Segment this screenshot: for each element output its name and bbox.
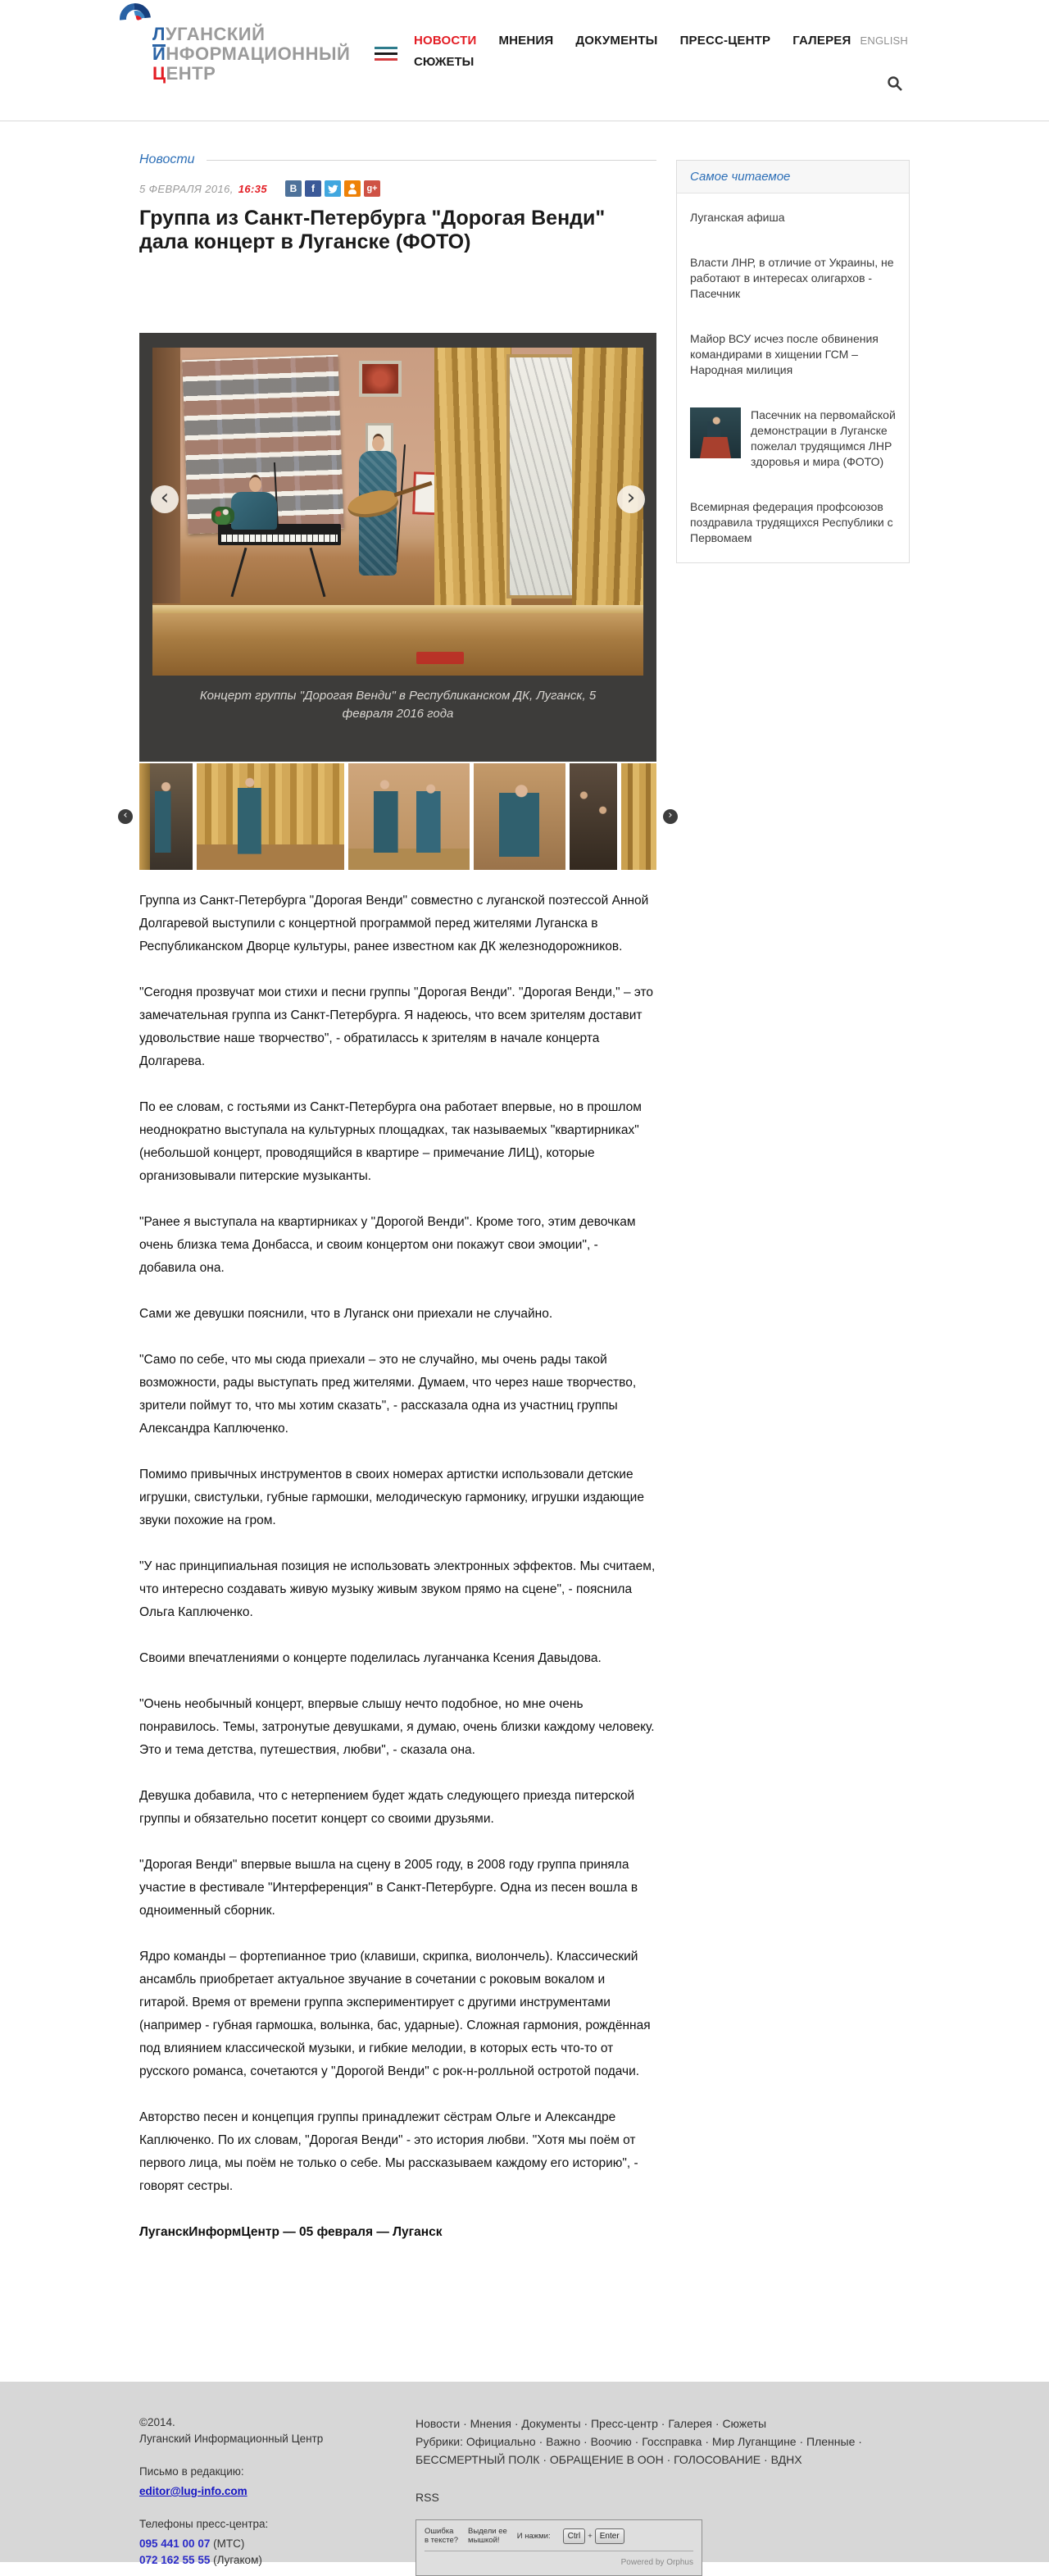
- footer-phone-mts[interactable]: 095 441 00 07: [139, 2537, 211, 2550]
- footer-phones-label: Телефоны пресс-центра:: [139, 2518, 269, 2530]
- paragraph: "У нас принципиальная позиция не использовать электронных эффектов. Мы считаем, что интересно создавать живую музыку живым звуком прямо на сцене", - пояснила Ольга Каплюченко.: [139, 1559, 656, 1619]
- share-facebook-icon[interactable]: f: [305, 180, 321, 197]
- nav-item-press-center[interactable]: ПРЕСС-ЦЕНТР: [679, 34, 771, 48]
- most-read-item[interactable]: Луганская афиша: [690, 211, 785, 224]
- paragraph: "Само по себе, что мы сюда приехали – это не случайно, мы очень рады такой возможности, рады выступать пред жителями. Думаем, что через наше творчество, зрители поймут то, что мы хотим сказать", - рассказала одна из участниц группы Александра Каплюченко.: [139, 1353, 637, 1436]
- most-read-item[interactable]: Всемирная федерация профсоюзов поздравила трудящихся Республики с Первомаем: [690, 500, 893, 544]
- article-title: Группа из Санкт-Петербурга "Дорогая Венди" дала концерт в Луганске (ФОТО): [139, 207, 606, 253]
- share-twitter-icon[interactable]: [325, 180, 341, 197]
- article-signature: ЛуганскИнформЦентр — 05 февраля — Луганск: [139, 2225, 443, 2239]
- ctrl-keycap: Ctrl: [563, 2528, 586, 2544]
- footer-email-link[interactable]: editor@lug-info.com: [139, 2485, 247, 2497]
- paragraph: По ее словам, с гостьями из Санкт-Петербурга она работает впервые, но в прошлом неоднократно выступала на культурных площадках, так называемых "квартирниках" (небольшой концерт, проводящийся в квартире – примечание ЛИЦ), которые организовывали питерские музыканты.: [139, 1100, 642, 1183]
- nav-item-gallery[interactable]: ГАЛЕРЕЯ: [792, 34, 851, 48]
- orphus-plus: +: [588, 2531, 593, 2541]
- orphus-text: Ошибка в тексте?: [425, 2527, 459, 2545]
- share-buttons: [285, 180, 384, 197]
- orphus-widget: [416, 2519, 702, 2576]
- footer-rss-link[interactable]: RSS: [416, 2491, 439, 2504]
- main-nav: [414, 34, 908, 48]
- photo-caption: Концерт группы "Дорогая Венди" в Республиканском ДК, Луганск, 5 февраля 2016 года: [199, 689, 597, 721]
- share-googleplus-icon[interactable]: g+: [364, 180, 380, 197]
- main-nav-row2: [414, 55, 474, 70]
- article: [123, 121, 673, 2336]
- breadcrumb: [139, 121, 656, 167]
- footer-phone-row: [139, 2552, 410, 2569]
- share-odnoklassniki-icon[interactable]: [344, 180, 361, 197]
- footer-phone-row: [139, 2536, 410, 2552]
- paragraph: "Сегодня прозвучат мои стихи и песни группы "Дорогая Венди". "Дорогая Венди," – это замечательная группа из Санкт-Петербурга. Я надеюсь, что всем зрителям доставит удовольствие наше творчество", - обратилассь к зрителям в начале концерта Долгарева.: [139, 985, 654, 1068]
- breadcrumb-divider: [207, 160, 656, 161]
- gallery-thumbnail[interactable]: [621, 763, 656, 870]
- most-read-item[interactable]: Пасечник на первомайской демонстрации в Луганске пожелал трудящимся ЛНР здоровья и мира (ФОТО): [690, 407, 896, 470]
- paragraph: Помимо привычных инструментов в своих номерах артистки использовали детские игрушки, свистульки, губные гармошки, мелодическую гармонику, игрушки издающие звуки похожие на гром.: [139, 1468, 644, 1527]
- article-meta: [139, 179, 656, 198]
- breadcrumb-news-link[interactable]: Новости: [139, 152, 195, 166]
- most-read-item[interactable]: Майор ВСУ исчез после обвинения командирами в хищении ГСМ – Народная милиция: [690, 332, 879, 376]
- most-read-item-thumbnail: [690, 407, 741, 458]
- article-body: [139, 890, 656, 2336]
- footer-phone-lugacom-net: (Лугаком): [213, 2554, 262, 2566]
- footer-mail-label: Письмо в редакцию:: [139, 2465, 244, 2478]
- paragraph: "Дорогая Венди" впервые вышла на сцену в 2005 году, в 2008 году группа приняла участие в фестивале "Интерференция" в Санкт-Петербурге. Одна из песен вошла в одноименный сборник.: [139, 1858, 638, 1918]
- paragraph: Авторство песен и концепция группы принадлежит сёстрам Ольге и Александре Каплюченко. По их словам, "Дорогая Венди" - это история любви. "Хотя мы поём от первого лица, мы поём не только о себе. Мы рассказываем каждому его историю", - говорят сестры.: [139, 2110, 638, 2193]
- share-vkontakte-icon[interactable]: В: [285, 180, 302, 197]
- footer-nav-links[interactable]: Новости · Мнения · Документы · Пресс-центр · Галерея · Сюжеты: [416, 2417, 767, 2430]
- paragraph: Сами же девушки пояснили, что в Луганск они приехали не случайно.: [139, 1307, 553, 1321]
- article-date: 5 ФЕВРАЛЯ 2016,: [139, 182, 234, 195]
- orphus-powered-link[interactable]: Powered by Orphus: [425, 2551, 693, 2572]
- nav-item-english[interactable]: ENGLISH: [860, 34, 908, 47]
- footer-site-name: Луганский Информационный Центр: [139, 2433, 324, 2445]
- site-footer: [0, 2382, 1049, 2567]
- thumbnails-prev-icon[interactable]: ‹: [118, 809, 133, 824]
- gallery-thumbnail[interactable]: [474, 763, 565, 870]
- orphus-text: Выдели ее мышкой!: [468, 2527, 507, 2545]
- gallery-thumbnail[interactable]: [197, 763, 344, 870]
- most-read-title: Самое читаемое: [677, 161, 909, 193]
- footer-phone-lugacom[interactable]: 072 162 55 55: [139, 2554, 211, 2566]
- orphus-text: И нажми:: [516, 2531, 551, 2541]
- menu-hamburger-icon[interactable]: [375, 47, 397, 64]
- paragraph: "Очень необычный концерт, впервые слышу нечто подобное, но мне очень понравилось. Темы, затронутые девушками, я думаю, очень близки каждому человеку. Это и тема детства, путешествия, любви", - сказала она.: [139, 1697, 655, 1757]
- footer-phone-mts-net: (МТС): [213, 2537, 245, 2550]
- article-photo: [152, 348, 643, 676]
- nav-item-opinions[interactable]: МНЕНИЯ: [498, 34, 554, 48]
- footer-left-column: [139, 2414, 410, 2569]
- article-time: 16:35: [238, 182, 268, 195]
- most-read-item[interactable]: Власти ЛНР, в отличие от Украины, не работают в интересах олигархов - Пасечник: [690, 256, 894, 300]
- gallery-thumbnail[interactable]: [348, 763, 470, 870]
- photo-gallery: [139, 333, 656, 762]
- footer-rubrics-links[interactable]: Рубрики: Официально · Важно · Воочию · Госсправка · Мир Луганщине · Пленные ·: [416, 2435, 862, 2448]
- logo-text: ЛУГАНСКИЙ ИНФОРМАЦИОННЫЙ ЦЕНТР: [152, 24, 351, 84]
- footer-right-column: [416, 2414, 907, 2576]
- most-read-widget: [676, 160, 910, 563]
- paragraph: "Ранее я выступала на квартирниках у "Дорогой Венди". Кроме того, этим девочкам очень близка тема Донбасса, и своим концертом они покажут свои эмоции", - добавила она.: [139, 1215, 636, 1275]
- gallery-prev-icon[interactable]: ‹: [151, 485, 179, 513]
- gallery-thumbnail[interactable]: [570, 763, 617, 870]
- main-content: [123, 121, 910, 2382]
- gallery-thumbnails: [123, 763, 673, 870]
- gallery-thumbnail[interactable]: [139, 763, 193, 870]
- paragraph: Девушка добавила, что с нетерпением будет ждать следующего приезда питерской группы и обязательно посетит концерт со своими друзьями.: [139, 1789, 635, 1826]
- paragraph: Своими впечатлениями о концерте поделилась луганчанка Ксения Давыдова.: [139, 1651, 602, 1665]
- most-read-list: [677, 193, 909, 562]
- thumbnails-next-icon[interactable]: ›: [663, 809, 678, 824]
- site-logo[interactable]: [120, 3, 366, 93]
- footer-rubrics-links[interactable]: БЕССМЕРТНЫЙ ПОЛК · ОБРАЩЕНИЕ В ООН · ГОЛОСОВАНИЕ · ВДНХ: [416, 2453, 802, 2466]
- enter-keycap: Enter: [595, 2528, 624, 2544]
- gallery-next-icon[interactable]: ›: [617, 485, 645, 513]
- paragraph: Ядро команды – фортепианное трио (клавиши, скрипка, виолончель). Классический ансамбль приобретает актуальное звучание в сочетании с роковым вокалом и гитарой. Время от времени группа экспериментирует с другими инструментами (например - губная гармошка, волынка, бас, ударные). Сложная гармония, рождённая под влиянием классической музыки, и гибкие мелодии, в которых есть что-то от русского романса, сочетаются у "Дорогой Венди" с рок-н-ролльной остротой подачи.: [139, 1950, 651, 2078]
- nav-item-documents[interactable]: ДОКУМЕНТЫ: [575, 34, 658, 48]
- paragraph: Группа из Санкт-Петербурга "Дорогая Венди" совместно с луганской поэтессой Анной Долгаревой выступили с концертной программой перед жителями Луганска в Республиканском Дворце культуры, ранее известном как ДК железнодорожников.: [139, 894, 649, 953]
- nav-item-news[interactable]: НОВОСТИ: [414, 34, 477, 48]
- site-header: [0, 0, 1049, 121]
- search-icon[interactable]: [887, 75, 905, 93]
- footer-copyright: ©2014.: [139, 2416, 175, 2428]
- nav-item-stories[interactable]: СЮЖЕТЫ: [414, 55, 475, 69]
